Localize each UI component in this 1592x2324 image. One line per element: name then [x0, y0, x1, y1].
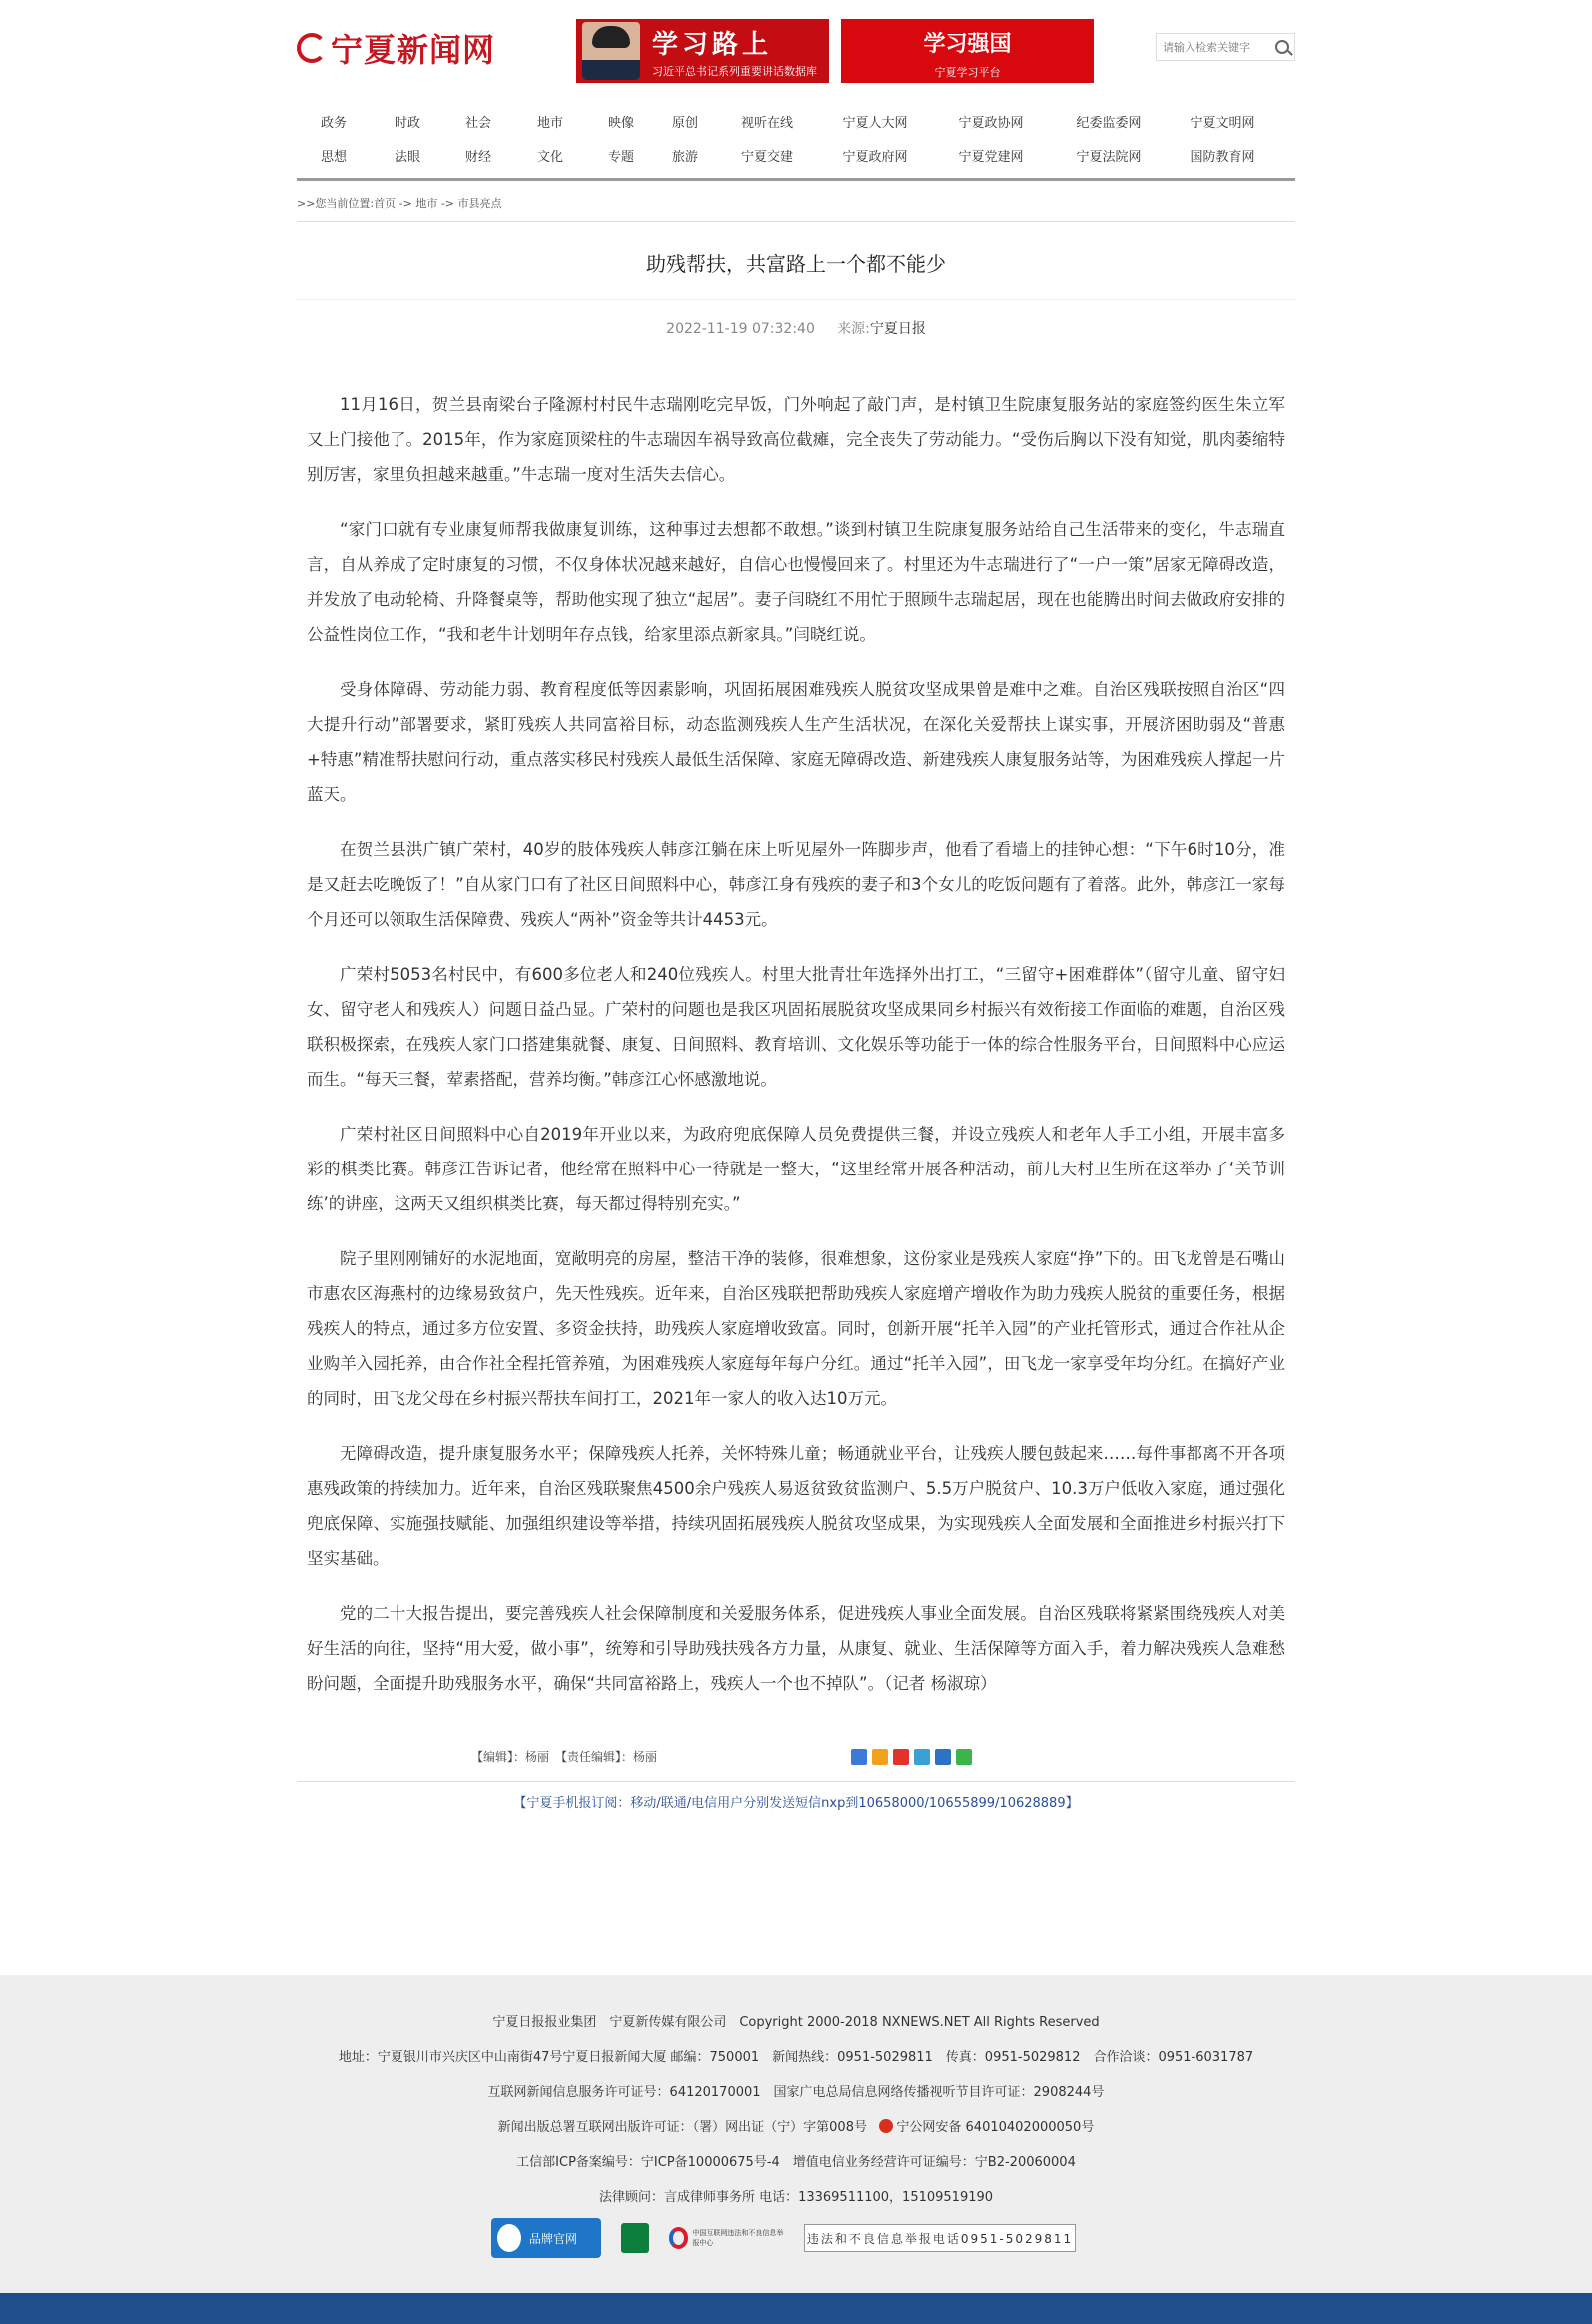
footer-badges	[491, 2218, 1076, 2258]
breadcrumb-home[interactable]: 首页	[374, 197, 397, 210]
report-logo-icon	[669, 2227, 688, 2249]
nav-row-2	[297, 138, 1295, 172]
article-paragraph: 在贺兰县洪广镇广荣村，40岁的肢体残疾人韩彦江躺在床上听见屋外一阵脚步声，他看了看墙上的挂钟心想：“下午6时10分，准是又赶去吃晚饭了！”自从家门口有了社区日间照料中心，韩彦江身有残疾的妻子和3个女儿的吃饭问题有了着落。此外，韩彦江一家每个月还可以领取生活保障费、残疾人“两补”资金等共计4453元。	[307, 840, 1285, 929]
nav-item-av-online[interactable]: 视听在线	[740, 115, 793, 131]
search-input[interactable]	[1157, 40, 1269, 55]
qiangguo-banner-subtitle: 宁夏学习平台	[934, 66, 1001, 79]
green-shield-icon[interactable]	[621, 2223, 649, 2253]
nav-item-cities[interactable]: 地市	[536, 115, 563, 131]
nav-item-zhengxie[interactable]: 宁夏政协网	[958, 115, 1024, 131]
nav-item-finance[interactable]: 财经	[464, 149, 491, 165]
breadcrumb-separator: ->	[396, 197, 416, 210]
nav-item-defense[interactable]: 国防教育网	[1190, 149, 1255, 165]
main-nav	[297, 96, 1295, 181]
nav-item-wenming[interactable]: 宁夏文明网	[1190, 115, 1255, 131]
brand-official-badge[interactable]: 品牌官网	[491, 2218, 601, 2258]
bottom-strip	[0, 2293, 1592, 2324]
article-body	[297, 387, 1295, 1701]
article-paragraph: 党的二十大报告提出，要完善残疾人社会保障制度和关爱服务体系，促进残疾人事业全面发展。自治区残联将紧紧围绕残疾人对美好生活的向往，坚持“用大爱，做小事”，统筹和引导助残扶残各方力量，从康复、就业、生活保障等方面入手，着力解决残疾人急难愁盼问题，全面提升助残服务水平，确保“共同富裕路上，残疾人一个也不掉队”。（记者 杨淑琼）	[307, 1604, 1285, 1693]
editor-info: 【编辑】：杨丽 【责任编辑】：杨丽	[471, 1749, 658, 1764]
nav-item-thought[interactable]: 思想	[320, 149, 347, 165]
search-box	[1156, 33, 1295, 61]
editor-bar	[297, 1741, 1295, 1771]
breadcrumb	[297, 195, 1295, 222]
footer-license-publish: 新闻出版总署互联网出版许可证：（署）网出证（宁）字第008号 宁公网安备 64010402000050号	[497, 2120, 1095, 2135]
nav-item-court[interactable]: 宁夏法院网	[1076, 149, 1142, 165]
article-source: 宁夏日报	[869, 321, 926, 337]
footer-gongan[interactable]: 宁公网安备 64010402000050号	[896, 2120, 1095, 2135]
water-drop-icon	[497, 2224, 521, 2252]
nav-item-politics[interactable]: 政务	[320, 115, 347, 131]
article-paragraph: 11月16日，贺兰县南梁台子隆源村村民牛志瑞刚吃完早饭，门外响起了敲门声，是村镇卫生院康复服务站的家庭签约医生朱立军又上门接他了。2015年，作为家庭顶梁柱的牛志瑞因车祸导致高位截瘫，完全丧失了劳动能力。“受伤后胸以下没有知觉，肌肉萎缩特别厉害，家里负担越来越重。”牛志瑞一度对生活失去信心。	[307, 395, 1285, 484]
nav-item-travel[interactable]: 旅游	[671, 149, 698, 165]
nav-item-dangjian[interactable]: 宁夏党建网	[958, 149, 1024, 165]
article-meta	[297, 318, 1295, 338]
site-logo[interactable]	[297, 28, 495, 68]
footer-icp[interactable]: 工信部ICP备案编号：宁ICP备10000675号-4 增值电信业务经营许可证编号：宁B2-20060004	[516, 2155, 1076, 2170]
report-phone-badge[interactable]: 违法和不良信息举报电话0951-5029811	[804, 2224, 1076, 2252]
article-paragraph: 无障碍改造，提升康复服务水平；保障残疾人托养，关怀特殊儿童；畅通就业平台，让残疾人腰包鼓起来……每件事都离不开各项惠残政策的持续加力。近年来，自治区残联聚焦4500余户残疾人易返贫致贫监测户、5.5万户脱贫户、10.3万户低收入家庭，通过强化兜底保障、实施强技赋能、加强组织建设等举措，持续巩固拓展残疾人脱贫攻坚成果，为实现残疾人全面发展和全面推进乡村振兴打下坚实基础。	[307, 1444, 1285, 1568]
nav-item-culture[interactable]: 文化	[536, 149, 563, 165]
share-weibo-icon[interactable]	[893, 1749, 909, 1765]
article-paragraph: “家门口就有专业康复师帮我做康复训练，这种事过去想都不敢想。”谈到村镇卫生院康复服务站给自己生活带来的变化，牛志瑞直言，自从养成了定时康复的习惯，不仅身体状况越来越好，自信心也慢慢回来了。村里还为牛志瑞进行了“一户一策”居家无障碍改造，并发放了电动轮椅、升降餐桌等，帮助他实现了独立“起居”。妻子闫晓红不用忙于照顾牛志瑞起居，现在也能腾出时间去做政府安排的公益性岗位工作，“我和老牛计划明年存点钱，给家里添点新家具。”闫晓红说。	[307, 520, 1285, 644]
share-buttons	[851, 1749, 972, 1765]
qiangguo-banner[interactable]	[841, 19, 1094, 83]
article-paragraph: 受身体障碍、劳动能力弱、教育程度低等因素影响，巩固拓展困难残疾人脱贫攻坚成果曾是难中之难。自治区残联按照自治区“四大提升行动”部署要求，紧盯残疾人共同富裕目标，动态监测残疾人生产生活状况，在深化关爱帮扶上谋实事，开展济困助弱及“普惠+特惠”精准帮扶慰问行动，重点落实移民村残疾人最低生活保障、家庭无障碍改造、新建残疾人康复服务站等，为困难残疾人撑起一片蓝天。	[307, 680, 1285, 804]
nav-item-society[interactable]: 社会	[464, 115, 491, 131]
article-paragraph: 广荣村社区日间照料中心自2019年开业以来，为政府兜底保障人员免费提供三餐，并设立残疾人和老年人手工小组，开展丰富多彩的棋类比赛。韩彦江告诉记者，他经常在照料中心一待就是一整天，“这里经常开展各种活动，前几天村卫生所在这举办了‘关节训练’的讲座，这两天又组织棋类比赛，每天都过得特别充实。”	[307, 1125, 1285, 1213]
breadcrumb-separator: ->	[437, 197, 458, 210]
nav-item-jiaojian[interactable]: 宁夏交建	[740, 149, 793, 165]
share-renren-icon[interactable]	[935, 1749, 951, 1765]
report-center-badge[interactable]: 中国互联网违法和不良信息举报中心	[669, 2222, 784, 2254]
article-paragraph: 院子里刚刚铺好的水泥地面，宽敞明亮的房屋，整洁干净的装修，很难想象，这份家业是残疾人家庭“挣”下的。田飞龙曾是石嘴山市惠农区海燕村的边缘易致贫户，先天性残疾。近年来，自治区残联把帮助残疾人家庭增产增收作为助力残疾人脱贫的重要任务，根据残疾人的特点，通过多方位安置、多资金扶持，助残疾人家庭增收致富。同时，创新开展“托羊入园”的产业托管形式，通过合作社从企业购羊入园托养，由合作社全程托管养殖，为困难残疾人家庭每年每户分红。通过“托羊入园”，田飞龙一家享受年均分红。在搞好产业的同时，田飞龙父母在乡村振兴帮扶车间打工，2021年一家人的收入达10万元。	[307, 1249, 1285, 1408]
police-badge-icon	[879, 2119, 893, 2133]
page-container	[297, 0, 1295, 1811]
nav-item-original[interactable]: 原创	[671, 115, 698, 131]
nav-item-renda[interactable]: 宁夏人大网	[842, 115, 908, 131]
share-qzone-icon[interactable]	[872, 1749, 888, 1765]
footer-address: 地址：宁夏银川市兴庆区中山南街47号宁夏日报新闻大厦 邮编：750001 新闻热线：0951-5029811 传真：0951-5029812 合作洽谈：0951-6031787	[338, 2050, 1254, 2065]
breadcrumb-section[interactable]: 市县亮点	[457, 197, 502, 210]
footer-copyright: 宁夏日报报业集团 宁夏新传媒有限公司 Copyright 2000-2018 NXNEWS.NET All Rights Reserved	[492, 2015, 1100, 2030]
breadcrumb-prefix: >>您当前位置:	[297, 197, 375, 210]
logo-icon	[297, 33, 327, 63]
footer-legal: 法律顾问：言成律师事务所 电话：13369511100，15109519190	[598, 2190, 994, 2205]
nav-item-jiwei[interactable]: 纪委监委网	[1076, 115, 1142, 131]
footer-license-news: 互联网新闻信息服务许可证号：64120170001 国家广电总局信息网络传播视听节目许可证：2908244号	[487, 2085, 1105, 2100]
breadcrumb-city[interactable]: 地市	[415, 197, 438, 210]
share-tencent-icon[interactable]	[914, 1749, 930, 1765]
xuexi-banner[interactable]	[576, 19, 829, 83]
nav-item-current-affairs[interactable]: 时政	[394, 115, 420, 131]
qiangguo-banner-title: 学习强国	[923, 31, 1012, 57]
nav-item-topics[interactable]: 专题	[607, 149, 634, 165]
xuexi-banner-subtitle: 习近平总书记系列重要讲话数据库	[652, 64, 817, 78]
nav-row-1	[297, 104, 1295, 138]
mobile-subscription-link[interactable]: 【宁夏手机报订阅：移动/联通/电信用户分别发送短信nxp到10658000/10655899/10628889】	[297, 1781, 1295, 1811]
site-footer	[0, 1975, 1592, 2293]
logo-text: 宁夏新闻网	[331, 31, 496, 69]
nav-item-law[interactable]: 法眼	[394, 149, 420, 165]
portrait-image	[582, 22, 640, 80]
nav-item-images[interactable]: 映像	[607, 115, 634, 131]
nav-item-government[interactable]: 宁夏政府网	[842, 149, 908, 165]
article-title: 助残帮扶，共富路上一个都不能少	[297, 248, 1295, 300]
xuexi-banner-title: 学习路上	[652, 29, 773, 60]
article-paragraph: 广荣村5053名村民中，有600多位老人和240位残疾人。村里大批青壮年选择外出打工，“三留守+困难群体”（留守儿童、留守妇女、留守老人和残疾人）问题日益凸显。广荣村的问题也是我区巩固拓展脱贫攻坚成果同乡村振兴有效衔接工作面临的难题，自治区残联积极探索，在残疾人家门口搭建集就餐、康复、日间照料、教育培训、文化娱乐等功能于一体的综合性服务平台，日间照料中心应运而生。“每天三餐，荤素搭配，营养均衡。”韩彦江心怀感激地说。	[307, 965, 1285, 1089]
share-wechat-icon[interactable]	[956, 1749, 972, 1765]
article-source-label: 来源:	[837, 321, 870, 337]
search-icon[interactable]	[1275, 40, 1289, 54]
site-header	[297, 0, 1295, 88]
article-datetime: 2022-11-19 07:32:40	[666, 321, 815, 337]
share-more-icon[interactable]	[851, 1749, 867, 1765]
